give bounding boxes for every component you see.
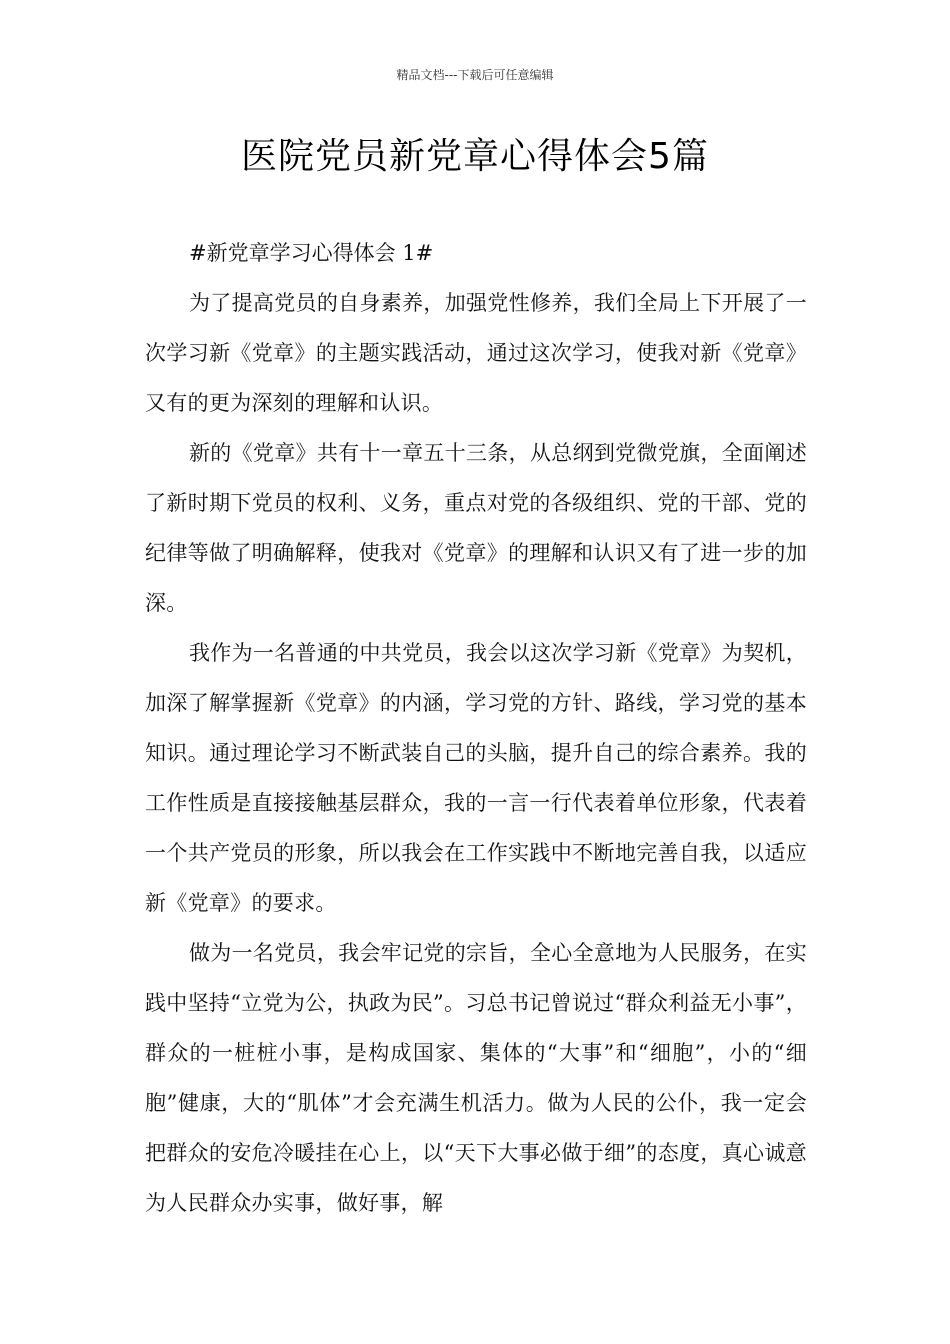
page-title: 医院党员新党章心得体会5篇 [241, 136, 709, 177]
header-note: 精品文档---下载后可任意编辑 [396, 68, 554, 82]
paragraph-1: 为了提高党员的自身素养，加强党性修养，我们全局上下开展了一次学习新《党章》的主题实践活动，通过这次学习，使我对新《党章》又有的更为深刻的理解和认识。 [145, 291, 807, 415]
document-body [145, 228, 807, 1228]
paragraph-4: 做为一名党员，我会牢记党的宗旨，全心全意地为人民服务，在实践中坚持“立党为公，执政为民”。习总书记曾说过“群众利益无小事”，群众的一桩桩小事，是构成国家、集体的“大事”和“细胞”，小的“细胞”健康，大的“肌体”才会充满生机活力。做为人民的公仆，我一定会把群众的安危冷暖挂在心上，以“天下大事必做于细”的态度，真心诚意为人民群众办实事，做好事，解 [145, 941, 807, 1215]
paragraph-3: 我作为一名普通的中共党员，我会以这次学习新《党章》为契机，加深了解掌握新《党章》的内涵，学习党的方针、路线，学习党的基本知识。通过理论学习不断武装自己的头脑，提升自己的综合素养。我的工作性质是直接接触基层群众，我的一言一行代表着单位形象，代表着一个共产党员的形象，所以我会在工作实践中不断地完善自我，以适应新《党章》的要求。 [145, 641, 807, 915]
section-heading: #新党章学习心得体会 1# [189, 241, 434, 265]
paragraph-2: 新的《党章》共有十一章五十三条，从总纲到党微党旗，全面阐述了新时期下党员的权利、义务，重点对党的各级组织、党的干部、党的纪律等做了明确解释，使我对《党章》的理解和认识又有了进一步的加深。 [145, 441, 807, 615]
